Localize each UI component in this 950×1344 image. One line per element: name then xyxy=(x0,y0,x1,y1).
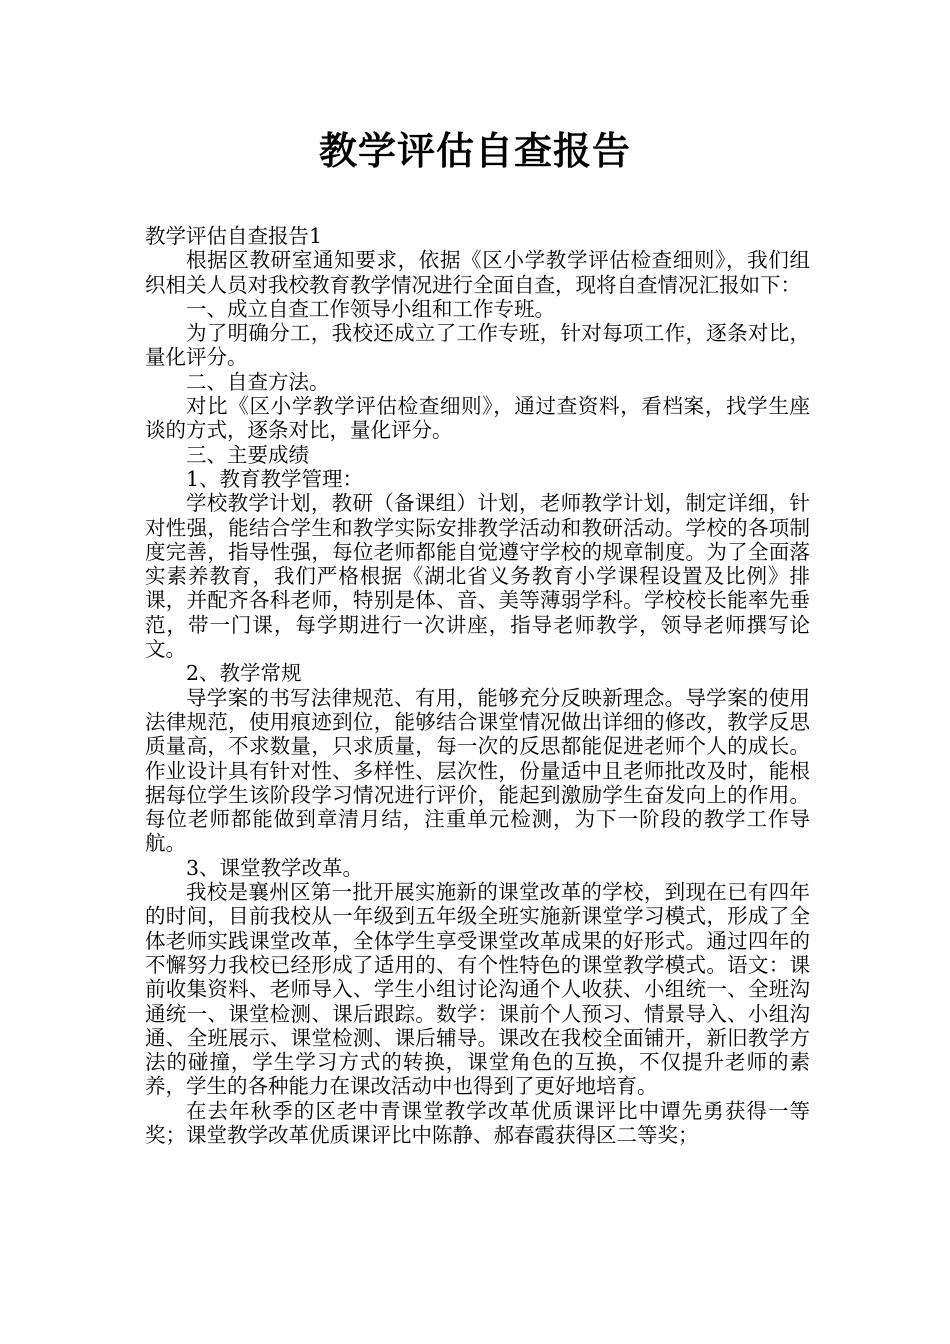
paragraph: 学校教学计划，教研（备课组）计划，老师教学计划，制定详细，针对性强，能结合学生和教学实际安排教学活动和教研活动。学校的各项制度完善，指导性强，每位老师都能自觉遵守学校的规章制度。为了全面落实素养教育，我们严格根据《湖北省义务教育小学课程设置及比例》排课，并配齐各科老师，特别是体、音、美等薄弱学科。学校校长能率先垂范，带一门课，每学期进行一次讲座，指导老师教学，领导老师撰写论文。 xyxy=(145,491,810,662)
paragraph: 导学案的书写法律规范、有用，能够充分反映新理念。导学案的使用法律规范，使用痕迹到位，能够结合课堂情况做出详细的修改，教学反思质量高，不求数量，只求质量，每一次的反思都能促进老师个人的成长。作业设计具有针对性、多样性、层次性，份量适中且老师批改及时，能根据每位学生该阶段学习情况进行评价，能起到激励学生奋发向上的作用。每位老师都能做到章清月结，注重单元检测，为下一阶段的教学工作导航。 xyxy=(145,685,810,856)
paragraph: 在去年秋季的区老中青课堂教学改革优质课评比中谭先勇获得一等奖；课堂教学改革优质课评比中陈静、郝春霞获得区二等奖； xyxy=(145,1098,810,1147)
paragraph: 三、主要成绩 xyxy=(186,442,309,467)
document-body xyxy=(145,224,810,1147)
paragraph: 一、成立自查工作领导小组和工作专班。 xyxy=(186,296,555,321)
paragraph: 1、教育教学管理： xyxy=(186,466,364,491)
paragraph: 根据区教研室通知要求，依据《区小学教学评估检查细则》，我们组织相关人员对我校教育教学情况进行全面自查，现将自查情况汇报如下： xyxy=(145,248,810,297)
paragraph: 教学评估自查报告1 xyxy=(145,224,323,248)
paragraph: 2、教学常规 xyxy=(186,661,302,686)
paragraph: 二、自查方法。 xyxy=(186,369,330,394)
paragraph: 我校是襄州区第一批开展实施新的课堂改革的学校，到现在已有四年的时间，目前我校从一年级到五年级全班实施新课堂学习模式，形成了全体老师实践课堂改革，全体学生享受课堂改革成果的好形式。通过四年的不懈努力我校已经形成了适用的、有个性特色的课堂教学模式。语文：课前收集资料、老师导入、学生小组讨论沟通个人收获、小组统一、全班沟通统一、课堂检测、课后跟踪。数学：课前个人预习、情景导入、小组沟通、全班展示、课堂检测、课后辅导。课改在我校全面铺开，新旧教学方法的碰撞，学生学习方式的转换，课堂角色的互换，不仅提升老师的素养，学生的各种能力在课改活动中也得到了更好地培育。 xyxy=(145,880,810,1099)
paragraph: 对比《区小学教学评估检查细则》，通过查资料，看档案，找学生座谈的方式，逐条对比，量化评分。 xyxy=(145,394,810,443)
document-title: 教学评估自查报告 xyxy=(318,129,631,173)
paragraph: 为了明确分工，我校还成立了工作专班，针对每项工作，逐条对比，量化评分。 xyxy=(145,321,810,370)
paragraph: 3、课堂教学改革。 xyxy=(186,855,364,880)
